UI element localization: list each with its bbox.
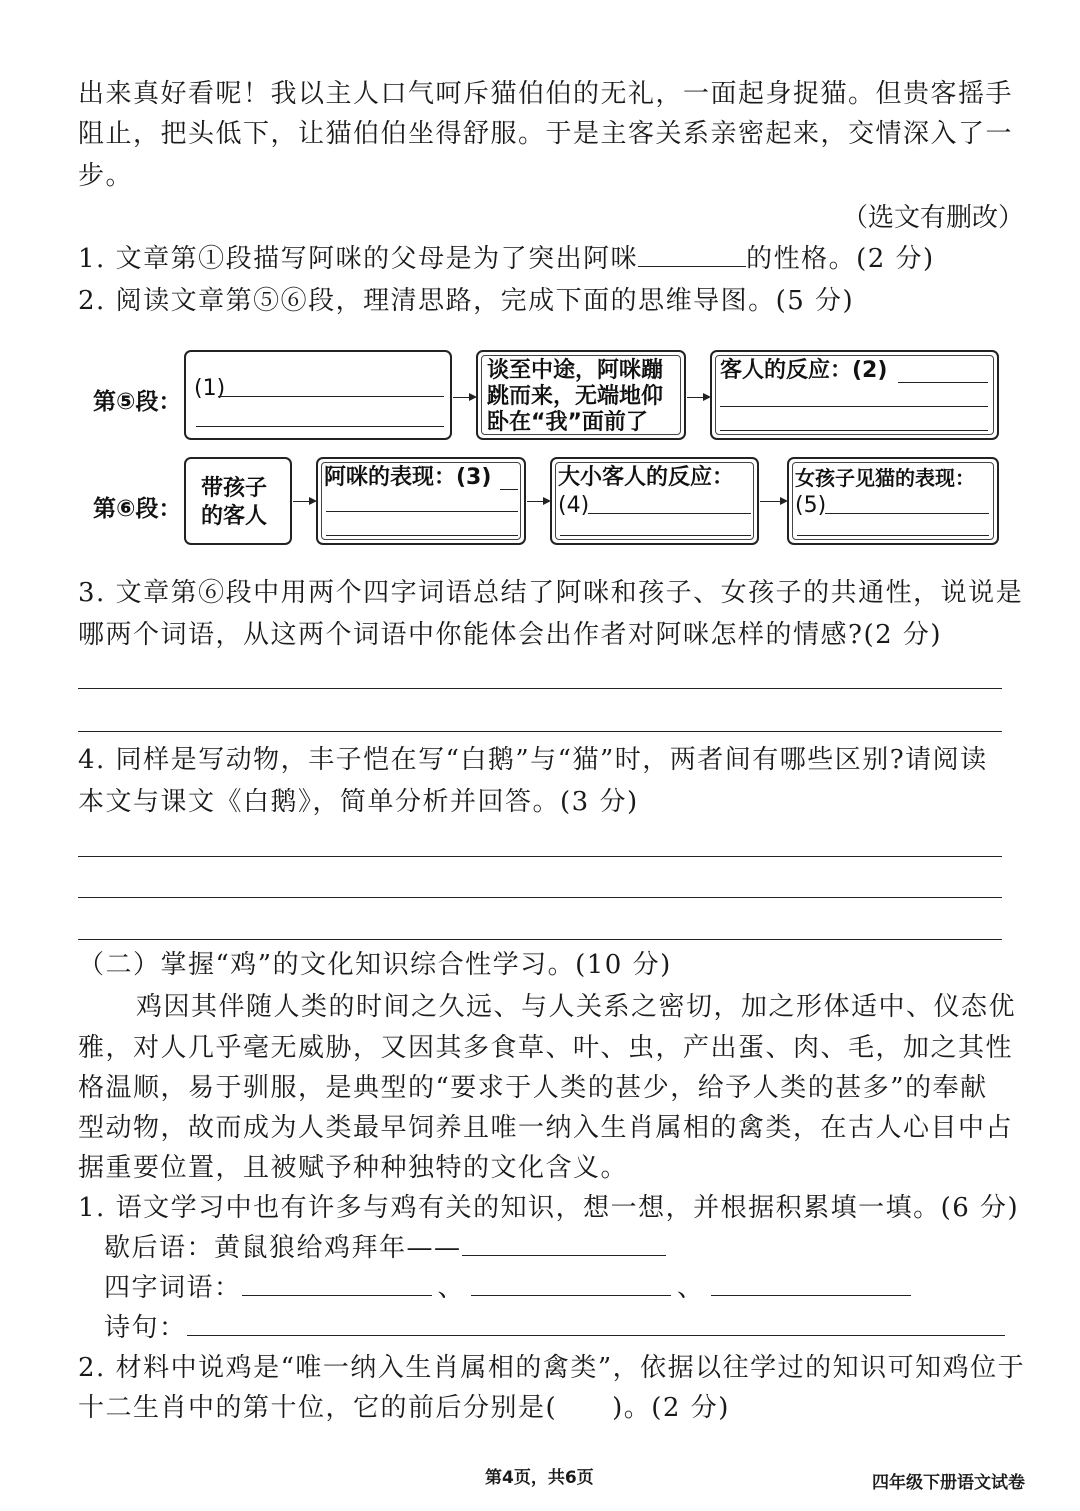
passage-line-2: 阻止，把头低下，让猫伯伯坐得舒服。于是主客关系亲密起来，交情深入了一 xyxy=(78,119,1014,149)
box-a1-blank-2[interactable] xyxy=(196,426,444,427)
box-a3-blank-1[interactable] xyxy=(898,382,988,383)
xiehouyu-blank[interactable] xyxy=(462,1233,666,1256)
box-b3-blank-1[interactable] xyxy=(588,513,751,514)
sizi-blank-2[interactable] xyxy=(471,1273,671,1296)
box-b2-blank-2[interactable] xyxy=(326,511,518,512)
arrow-right-icon xyxy=(453,397,475,398)
arrow-right-icon xyxy=(760,501,786,502)
answer-line[interactable] xyxy=(78,688,1002,689)
box-b2-blank-3[interactable] xyxy=(326,535,518,536)
shiju-row xyxy=(104,1308,1005,1348)
mindmap-box-a3 xyxy=(710,350,999,440)
segment-5-label: 第⑤段： xyxy=(93,389,182,415)
mindmap-box-b1 xyxy=(184,457,292,545)
section-2-para-line-1: 鸡因其伴随人类的时间之久远、与人关系之密切，加之形体适中、仪态优 xyxy=(136,992,1017,1022)
mindmap-box-b4 xyxy=(787,457,999,545)
segment-6-label: 第⑥段： xyxy=(93,496,182,522)
question-3-line-1: 3. 文章第⑥段中用两个四字词语总结了阿咪和孩子、女孩子的共通性，说说是 xyxy=(78,578,1024,608)
box-a3-blank-3[interactable] xyxy=(720,430,988,431)
answer-line[interactable] xyxy=(78,939,1002,940)
mindmap-box-b2 xyxy=(316,457,526,545)
box-a1-blank-1[interactable] xyxy=(218,396,444,397)
answer-line[interactable] xyxy=(78,731,1002,732)
section-2-question-2-line-2: 十二生肖中的第十位，它的前后分别是( )。(2 分) xyxy=(78,1393,730,1423)
sizi-blank-1[interactable] xyxy=(242,1273,432,1296)
box-b4-line-2: (5) xyxy=(795,493,827,518)
passage-line-1: 出来真好看呢！我以主人口气呵斥猫伯伯的无礼，一面起身捉猫。但贵客摇手 xyxy=(78,79,1014,109)
section-2-title: （二）掌握“鸡”的文化知识综合性学习。(10 分) xyxy=(78,950,672,980)
section-2-para-line-4: 型动物，故而成为人类最早饲养且唯一纳入生肖属相的禽类，在古人心目中占 xyxy=(78,1113,1014,1143)
question-1-tail: 的性格。(2 分) xyxy=(746,244,935,274)
arrow-right-icon xyxy=(293,501,315,502)
shiju-blank[interactable] xyxy=(187,1313,1005,1336)
arrow-right-icon xyxy=(687,397,709,398)
box-a2-line-1: 谈至中途，阿咪蹦 xyxy=(487,358,664,383)
box-b3-blank-2[interactable] xyxy=(560,535,751,536)
sizi-sep-1: 、 xyxy=(437,1273,466,1303)
answer-line[interactable] xyxy=(78,856,1002,857)
sizi-blank-3[interactable] xyxy=(711,1273,911,1296)
box-a1-label: (1) xyxy=(194,376,226,401)
answer-line[interactable] xyxy=(78,897,1002,898)
question-1 xyxy=(78,239,935,279)
box-a2-line-3: 卧在“我”面前了 xyxy=(487,410,648,435)
mindmap-box-a1 xyxy=(184,350,452,440)
box-b2-label: 阿咪的表现：(3) xyxy=(324,465,492,490)
question-4-line-1: 4. 同样是写动物，丰子恺在写“白鹅”与“猫”时，两者间有哪些区别?请阅读 xyxy=(78,745,988,775)
box-b4-blank-1[interactable] xyxy=(825,513,989,514)
xiehouyu-label: 歇后语：黄鼠狼给鸡拜年—— xyxy=(104,1233,462,1263)
section-2-question-1: 1. 语文学习中也有许多与鸡有关的知识，想一想，并根据积累填一填。(6 分) xyxy=(78,1193,1020,1223)
box-a3-label: 客人的反应：(2) xyxy=(720,358,888,383)
xiehouyu-row xyxy=(104,1228,666,1268)
question-3-line-2: 哪两个词语，从这两个词语中你能体会出作者对阿咪怎样的情感?(2 分) xyxy=(78,620,943,650)
box-a3-blank-2[interactable] xyxy=(720,406,988,407)
question-1-blank[interactable] xyxy=(638,244,746,267)
section-2-para-line-5: 据重要位置，且被赋予种种独特的文化含义。 xyxy=(78,1153,629,1183)
section-2-para-line-2: 雅，对人几乎毫无威胁，又因其多食草、叶、虫，产出蛋、肉、毛，加之其性 xyxy=(78,1033,1014,1063)
box-b3-line-2: (4) xyxy=(558,493,590,518)
sizi-row xyxy=(104,1268,911,1308)
question-2: 2. 阅读文章第⑤⑥段，理清思路，完成下面的思维导图。(5 分) xyxy=(78,286,855,316)
mindmap-box-b3 xyxy=(550,457,759,545)
mindmap-box-a2 xyxy=(476,350,686,440)
box-b4-blank-2[interactable] xyxy=(797,535,989,536)
source-note: （选文有删改） xyxy=(842,203,1025,233)
arrow-right-icon xyxy=(527,501,549,502)
sizi-sep-2: 、 xyxy=(677,1273,705,1303)
box-b1-line-2: 的客人 xyxy=(201,504,268,529)
box-b1-line-1: 带孩子 xyxy=(201,476,268,501)
box-b4-line-1: 女孩子见猫的表现： xyxy=(795,466,975,490)
question-4-line-2: 本文与课文《白鹅》，简单分析并回答。(3 分) xyxy=(78,787,639,817)
section-2-para-line-3: 格温顺，易于驯服，是典型的“要求于人类的甚少，给予人类的甚多”的奉献 xyxy=(78,1073,988,1103)
page-number: 第4页，共6页 xyxy=(485,1468,594,1488)
section-2-question-2-line-1: 2. 材料中说鸡是“唯一纳入生肖属相的禽类”，依据以往学过的知识可知鸡位于 xyxy=(78,1353,1026,1383)
shiju-label: 诗句： xyxy=(104,1313,187,1343)
sizi-label: 四字词语： xyxy=(104,1273,242,1303)
paper-title: 四年级下册语文试卷 xyxy=(872,1473,1025,1493)
box-b3-line-1: 大小客人的反应： xyxy=(558,465,735,490)
question-1-text: 1. 文章第①段描写阿咪的父母是为了突出阿咪 xyxy=(78,244,639,274)
box-b2-blank-1[interactable] xyxy=(500,489,518,490)
box-a2-line-2: 跳而来，无端地仰 xyxy=(487,384,664,409)
passage-line-3: 步。 xyxy=(78,161,134,191)
